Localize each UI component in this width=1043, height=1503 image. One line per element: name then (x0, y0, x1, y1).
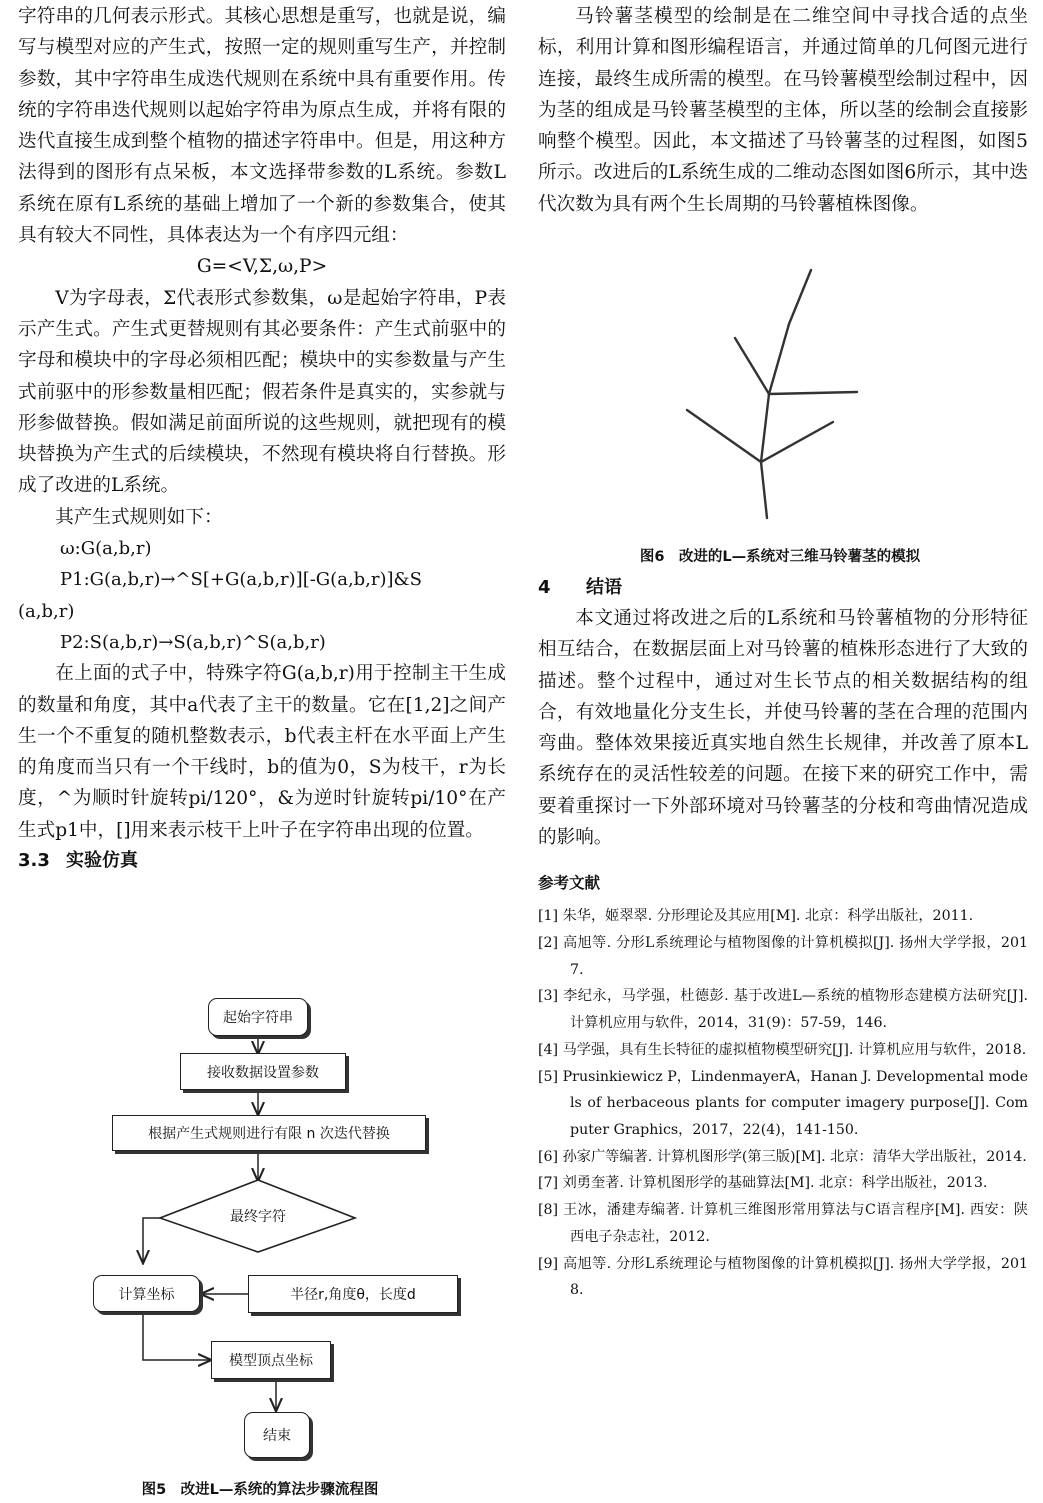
flowchart-start-node: 起始字符串 (208, 998, 308, 1036)
paragraph-lsystem-intro: 字符串的几何表示形式。其核心思想是重写，也就是说，编写与模型对应的产生式，按照一定的规则重写生产，并控制参数，其中字符串生成迭代规则在系统中具有重要作用。传统的字符串迭代规则以起始字符串为原点生成，并将有限的迭代直接生成到整个植物的描述字符串中。但是，用这种方法得到的图形有点呆板，本文选择带参数的L系统。参数L系统在原有L系统的基础上增加了一个新的参数集合，使其具有较大不同性，具体表达为一个有序四元组： (18, 6, 506, 247)
section-title: 实验仿真 (66, 850, 138, 872)
formula-p2: P2:S(a,b,r)→S(a,b,r)^S(a,b,r) (60, 631, 326, 653)
reference-item: [1] 朱华，姬翠翠. 分形理论及其应用[M]. 北京：科学出版社，2011. (538, 908, 974, 925)
reference-item: [5] Prusinkiewicz P，LindenmayerA，Hanan J. Developmental models of herbaceous plants for computer imagery purpose[J]. Computer Graphics，2017，22(4)，141-150. (538, 1068, 1028, 1138)
arrow-decision-to-compute (143, 1218, 160, 1262)
figure-5-caption: 图5 改进L—系统的算法步骤流程图 (141, 1482, 379, 1498)
formula-omega: ω:G(a,b,r) (60, 538, 152, 560)
references-list (538, 903, 1028, 1304)
reference-item: [7] 刘勇奎著. 计算机图形学的基础算法[M]. 北京：科学出版社，2013. (538, 1175, 988, 1192)
right-column-lower (538, 573, 1028, 1304)
paragraph-conclusion: 本文通过将改进之后的L系统和马铃薯植物的分形特征相互结合，在数据层面上对马铃薯的植株形态进行了大致的描述。整个过程中，通过对生长节点的相关数据结构的组合，有效地量化分支生长，并使马铃薯的茎在合理的范围内弯曲。整体效果接近真实地自然生长规律，并改善了原本L系统存在的灵活性较差的问题。在接下来的研究工作中，需要着重探讨一下外部环境对马铃薯茎的分枝和弯曲情况造成的影响。 (538, 608, 1028, 849)
reference-item: [3] 李纪永，马学强，杜德彭. 基于改进L—系统的植物形态建模方法研究[J]. 计算机应用与软件，2014，31(9)：57-59，146. (538, 988, 1028, 1032)
paragraph-rules-intro: 其产生式规则如下： (55, 506, 223, 528)
flowchart-decision-label: 最终字符 (230, 1209, 286, 1225)
flowchart-compute-node: 计算坐标 (93, 1275, 200, 1312)
reference-item: [4] 马学强，具有生长特征的虚拟植物模型研究[J]. 计算机应用与软件，2018. (538, 1041, 1027, 1058)
reference-item: [8] 王冰，潘建寿编著. 计算机三维图形常用算法与C语言程序[M]. 西安：陕西电子杂志社，2012. (538, 1202, 1028, 1245)
paragraph-symbol-explanation: 在上面的式子中，特殊字符G(a,b,r)用于控制主干生成的数量和角度，其中a代表了主干的数量。它在[1,2]之间产生一个不重复的随机整数表示，b代表主杆在水平面上产生的角度而当只有一个干线时，b的值为0，S为枝干，r为长度，^为顺时针旋转pi/120°，&为逆时针旋转pi/10°在产生式p1中，[]用来表示枝干上叶子在字符串出现的位置。 (18, 663, 506, 841)
flowchart-vertices-node: 模型顶点坐标 (211, 1341, 331, 1379)
formula-p1: P1:G(a,b,r)→^S[+G(a,b,r)][-G(a,b,r)]&S (60, 569, 422, 591)
reference-item: [9] 高旭等. 分形L系统理论与植物图像的计算机模拟[J]. 扬州大学学报，2018. (538, 1255, 1028, 1299)
section-number: 3.3 (18, 850, 50, 872)
flowchart-iterate-node: 根据产生式规则进行有限 n 次迭代替换 (112, 1115, 426, 1151)
figure-6-caption: 图6 改进的L—系统对三维马铃薯茎的模拟 (639, 549, 921, 565)
paragraph-model-drawing: 马铃薯茎模型的绘制是在二维空间中寻找合适的点坐标，利用计算和图形编程语言，并通过简单的几何图元进行连接，最终生成所需的模型。在马铃薯模型绘制过程中，因为茎的组成是马铃薯茎模型的主体，所以茎的绘制会直接影响整个模型。因此，本文描述了马铃薯茎的过程图，如图5所示。改进后的L系统生成的二维动态图如图6所示，其中迭代次数为具有两个生长周期的马铃薯植株图像。 (538, 6, 1028, 215)
reference-item: [2] 高旭等. 分形L系统理论与植物图像的计算机模拟[J]. 扬州大学学报，2017. (538, 935, 1028, 978)
paragraph-production-rules: V为字母表，Σ代表形式参数集，ω是起始字符串，P表示产生式。产生式更替规则有其必要条件：产生式前驱中的字母和模块中的字母必须相匹配；模块中的实参数量与产生式前驱中的形参数量相匹配；假若条件是真实的，实参就与形参做替换。假如满足前面所说的这些规则，就把现有的模块替换为产生式的后续模块，不然现有模块将自行替换。形成了改进的L系统。 (18, 287, 506, 497)
formula-tuple: G=<V,Σ,ω,P> (196, 256, 328, 278)
formula-p1-continued: (a,b,r) (18, 600, 75, 622)
section-title: 结语 (586, 577, 622, 598)
section-number: 4 (538, 577, 551, 598)
right-column (538, 0, 1028, 220)
flowchart-end-node: 结束 (244, 1412, 310, 1458)
section-heading-4 (538, 573, 1028, 603)
flowchart-receive-node: 接收数据设置参数 (180, 1053, 346, 1090)
figure-6-potato-stem-drawing (685, 262, 885, 522)
references-title: 参考文献 (538, 874, 601, 893)
figure-5-flowchart (0, 0, 520, 1503)
arrow-compute-to-vertices (143, 1312, 210, 1360)
reference-item: [6] 孙家广等编著. 计算机图形学(第三版)[M]. 北京：清华大学出版社，2014. (538, 1148, 1027, 1165)
flowchart-params-node: 半径r,角度θ，长度d (248, 1275, 458, 1313)
